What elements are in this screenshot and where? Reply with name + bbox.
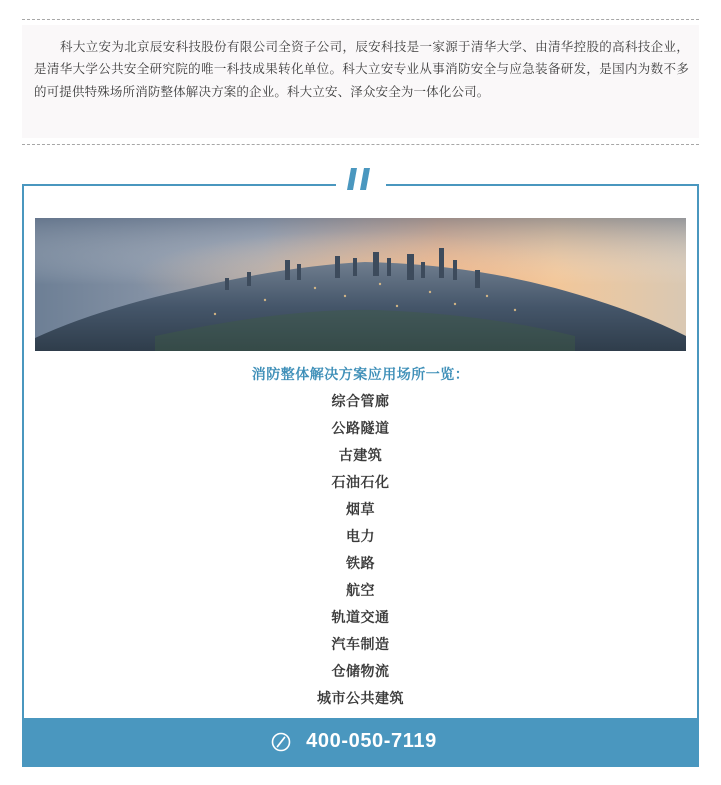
venue-item: 电力 (346, 529, 375, 545)
venue-item: 铁路 (346, 556, 375, 572)
venue-item: 航空 (346, 583, 375, 599)
quote-mark-icon (345, 166, 375, 192)
venue-item: 石油石化 (331, 475, 390, 491)
venue-item: 仓储物流 (331, 664, 390, 680)
venue-item: 汽车制造 (331, 637, 390, 653)
intro-paragraph: 科大立安为北京辰安科技股份有限公司全资子公司，辰安科技是一家源于清华大学、由清华控股的高科技企业，是清华大学公共安全研究院的唯一科技成果转化单位。科大立安专业从事消防安全与应急装备研发，是国内为数不多的可提供特殊场所消防整体解决方案的企业。科大立安、泽众安全为一体化公司。 (34, 39, 689, 99)
phone-icon (270, 731, 292, 753)
venue-item: 综合管廊 (331, 394, 390, 410)
intro-box (22, 25, 699, 138)
bottom-dashed-divider (22, 144, 699, 145)
phone-number-link[interactable]: 400-050-7119 (306, 730, 437, 752)
venue-list (35, 389, 686, 713)
venue-item: 城市公共建筑 (317, 691, 404, 707)
top-dashed-divider (22, 19, 699, 20)
venue-item: 公路隧道 (331, 421, 390, 437)
solutions-list-title: 消防整体解决方案应用场所一览： (251, 367, 470, 383)
venue-item: 烟草 (346, 502, 375, 518)
venue-item: 轨道交通 (331, 610, 390, 626)
city-panorama-image (35, 218, 686, 351)
venue-item: 古建筑 (338, 448, 383, 464)
contact-bar-inner (24, 718, 697, 765)
contact-bar (24, 718, 697, 765)
